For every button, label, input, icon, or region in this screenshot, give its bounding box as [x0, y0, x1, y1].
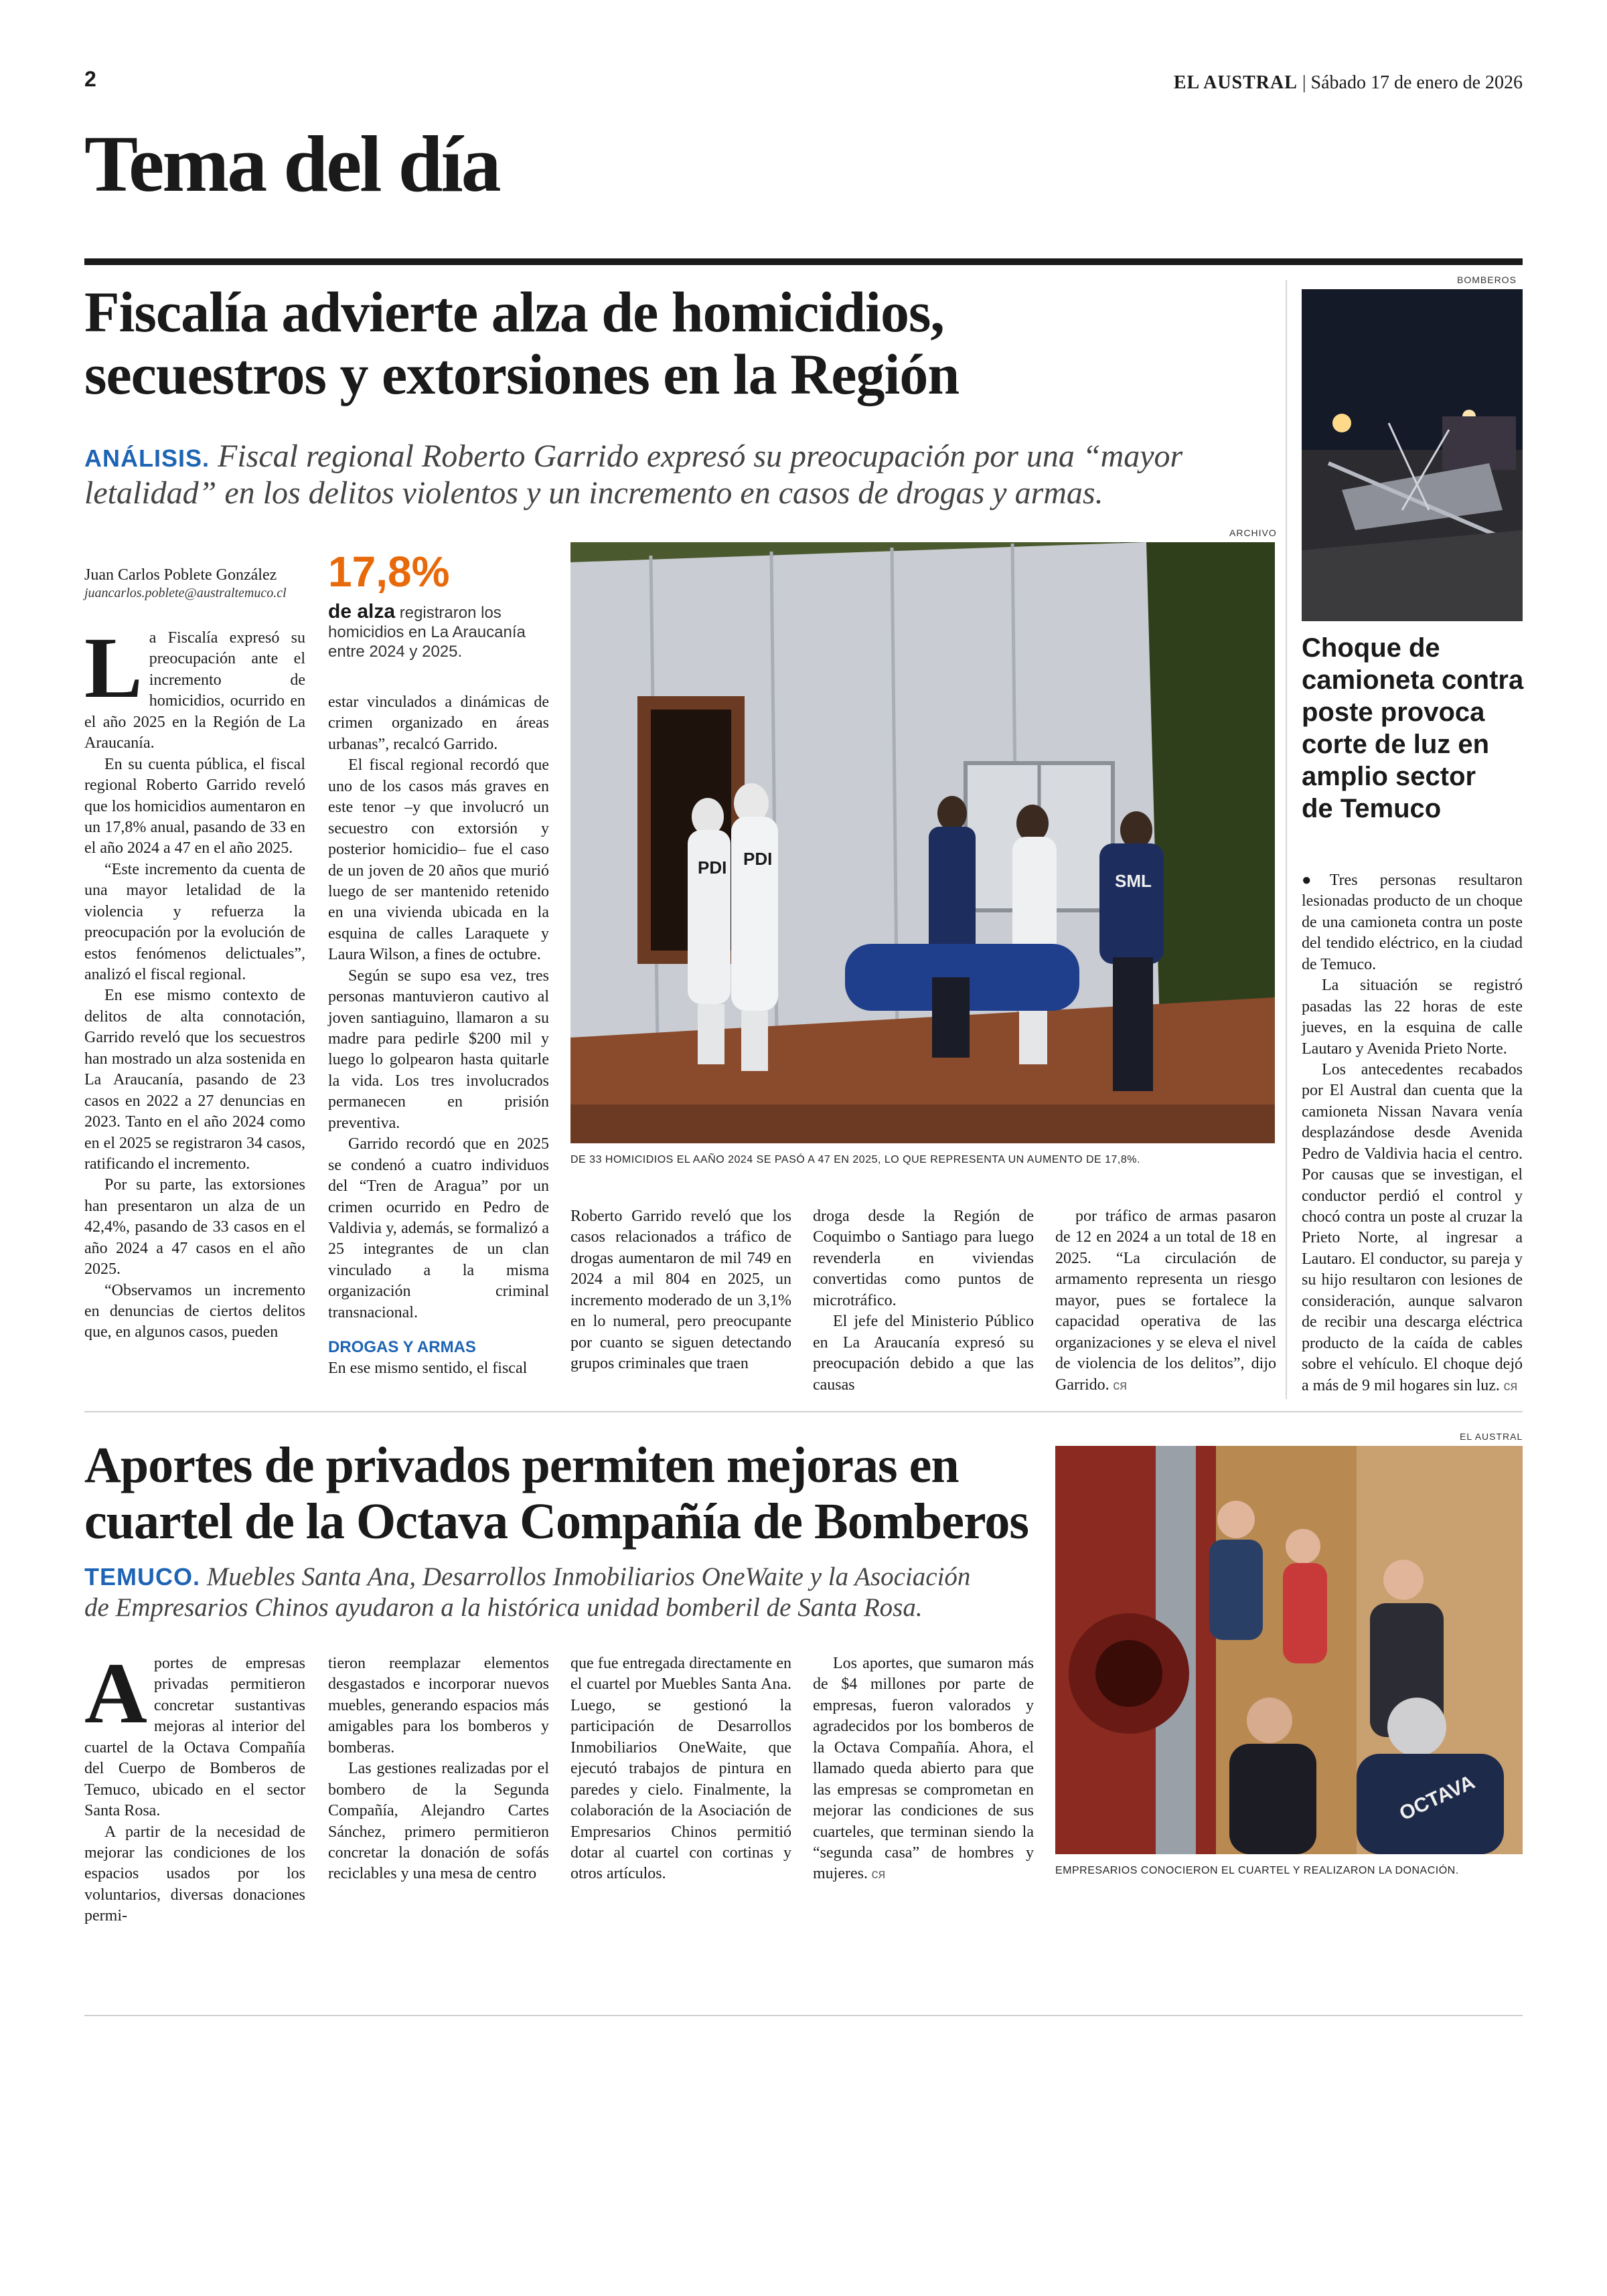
main-dropcap: L [84, 620, 143, 716]
side-paragraph-3 [1302, 1060, 1523, 1396]
main-col4-p2: El jefe del Ministerio Público en La Araucanía expresó su preocupación debido a que las causas [813, 1313, 1034, 1394]
main-col2-p5: En ese mismo sentido, el fiscal [328, 1360, 528, 1378]
main-col2-p1: estar vinculados a dinámicas de crimen organizado en áreas urbanas”, recalcó Garrido. [328, 693, 549, 753]
car-crash-illustration [1302, 289, 1523, 621]
second-dropcap: A [84, 1645, 147, 1742]
second-col2-p1: tieron reemplazar elementos desgastados e incorporar nuevos muebles, generando espacios más amigables para los bomberos y bomberas. [328, 1655, 549, 1756]
pdi-label-2: PDI [743, 849, 773, 869]
second-deck-line-2: de Empresarios Chinos ayudaron a la histórica unidad bomberil de Santa Rosa. [84, 1593, 923, 1623]
main-deck [84, 438, 1182, 511]
side-paragraph-1: ●Tres personas resultaron lesionadas producto de un choque de una camioneta contra un poste del tendido eléctrico, en la ciudad de Temuco. [1302, 872, 1523, 973]
main-photo-credit: ARCHIVO [1229, 527, 1277, 538]
second-col2-p2: Las gestiones realizadas por el bombero de la Segunda Compañía, Alejandro Cartes Sánchez, primero permitieron concretar la donación de sofás reciclables y una mesa de centro [328, 1760, 549, 1883]
sidebar-divider [1286, 280, 1287, 1399]
second-kicker: TEMUCO. [84, 1563, 200, 1590]
main-column-1 [84, 620, 305, 1343]
main-headline-line-1: Fiscalía advierte alza de homicidios, [84, 280, 944, 344]
main-column-2 [328, 692, 549, 1380]
side-end-mark-icon: ᴄᴙ [1499, 1378, 1518, 1394]
story-divider [84, 1411, 1523, 1412]
side-headline-line-4: corte de luz en [1302, 730, 1490, 759]
main-paragraph [84, 620, 305, 754]
second-deck-line-1 [84, 1562, 970, 1592]
side-column [1302, 870, 1523, 1396]
second-col1-p1: portes de empresas privadas permitieron concretar sustantivas mejoras al interior del cuartel de la Octava Compañía del Cuerpo de Bomberos de Temuco, ubicado en el sector Santa Rosa. [84, 1655, 305, 1820]
byline [84, 566, 305, 601]
end-mark-icon: ᴄᴙ [1109, 1378, 1128, 1393]
drogas-subhead: DROGAS Y ARMAS [328, 1338, 476, 1357]
second-col4-p1 [813, 1653, 1034, 1885]
side-headline-line-6: de Temuco [1302, 794, 1442, 823]
second-deck [84, 1562, 970, 1623]
second-end-mark-icon: ᴄᴙ [867, 1867, 886, 1882]
byline-email: juancarlos.poblete@australtemuco.cl [84, 586, 287, 600]
jacket-label: OCTAVA [1396, 1771, 1478, 1825]
main-kicker: ANÁLISIS. [84, 444, 210, 472]
crime-scene-illustration [570, 542, 1275, 1143]
second-column-1 [84, 1645, 305, 1927]
main-col2-p3: Según se supo esa vez, tres personas mantuvieron cautivo al joven santiaguino, llamaron a su madre para pedirle $200 mil y luego lo golpearon hasta quitarle la vida. Los tres involucrados permanecen en prisión preventiva. [328, 967, 549, 1132]
side-headline-line-1: Choque de [1302, 633, 1440, 663]
main-col1-p4: En ese mismo contexto de delitos de alta connotación, Garrido reveló que los secuestros han mostrado un alza sostenida en La Araucanía, pasando de 23 casos en 2022 a 27 denuncias en 2023. Tanto en el año 2024 como en el 2025 se registraron 34 casos, ratificando el incremento. [84, 987, 305, 1173]
main-col1-p2: En su cuenta pública, el fiscal regional Roberto Garrido reveló que los homicidios aumentaron en un 17,8% anual, pasando de 33 en el año 2024 a 47 en el año 2025. [84, 755, 305, 857]
fire-station-illustration [1055, 1446, 1523, 1854]
second-column-4 [813, 1653, 1034, 1885]
main-deck-text-1: Fiscal regional Roberto Garrido expresó su preocupación por una “mayor [210, 438, 1183, 474]
stat-description [328, 600, 549, 661]
main-col1-p6: “Observamos un incremento en denuncias de ciertos delitos que, en algunos casos, pueden [84, 1281, 305, 1341]
stat-bold: de alza [328, 600, 396, 623]
second-column-3 [570, 1653, 791, 1885]
second-headline-line-1: Aportes de privados permiten mejoras en [84, 1437, 959, 1493]
second-col4-text: Los aportes, que sumaron más de $4 millones por parte de empresas, fueron valorados y agradecidos por los bomberos de la Octava Compañía. Ahora, el llamado queda abierto para que las empresas se comprometan en mejorar las condiciones de sus cuarteles, que terminan siendo la “segunda casa” de hombres y mujeres. [813, 1655, 1034, 1883]
second-col1-p2: A partir de la necesidad de mejorar las condiciones de los espacios usados por los voluntarios, diversas donaciones permi- [84, 1823, 305, 1925]
main-col2-p4: Garrido recordó que en 2025 se condenó a cuatro individuos del “Tren de Aragua” por un crimen ocurrido en Pedro de Valdivia y, además, se formalizó a 25 integrantes de un clan vinculado a la misma organización criminal transnacional. [328, 1135, 549, 1321]
side-headline-line-5: amplio sector [1302, 762, 1476, 791]
second-col3-p1: que fue entregada directamente en el cuartel por Muebles Santa Ana. Luego, se gestionó la participación de Desarrollos Inmobiliarios OneWaite, que ejecutó trabajos de pintura en paredes y cielo. Finalmente, la colaboración de la Asociación de Empresarios Chinos permitió dotar al cuartel con cortinas y otros artículos. [570, 1655, 791, 1883]
main-col5-p1 [1055, 1206, 1276, 1396]
second-column-2 [328, 1653, 549, 1885]
main-col1-p3: “Este incremento da cuenta de una mayor letalidad de la violencia y refuerza la preocupación por la evolución de estos fenómenos delictuales”, analizó el fiscal regional. [84, 860, 305, 983]
side-paragraph-2: La situación se registró pasadas las 22 horas de este jueves, en la esquina de calle Lautaro y Avenida Prieto Norte. [1302, 977, 1523, 1058]
main-column-5 [1055, 1206, 1276, 1396]
bottom-divider [84, 2015, 1523, 2016]
second-deck-text-1: Muebles Santa Ana, Desarrollos Inmobiliarios OneWaite y la Asociación [200, 1562, 971, 1591]
stat-callout [328, 550, 549, 661]
paper-name: EL AUSTRAL [1173, 72, 1298, 93]
masthead-dateline [1174, 72, 1523, 94]
sml-label: SML [1115, 871, 1152, 891]
main-photo-caption: DE 33 HOMICIDIOS EL AAÑO 2024 SE PASÓ A 47 EN 2025, LO QUE REPRESENTA UN AUMENTO DE 17,8%. [570, 1154, 1140, 1165]
stat-number: 17,8% [328, 548, 450, 596]
main-headline [84, 281, 1276, 406]
stat-text: registraron los homicidios en La Araucanía entre 2024 y 2025. [328, 604, 526, 661]
main-headline-line-2: secuestros y extorsiones en la Región [84, 341, 960, 406]
second-headline-line-2: cuartel de la Octava Compañía de Bomberos [84, 1493, 1028, 1550]
byline-name: Juan Carlos Poblete González [84, 566, 277, 584]
section-title: Tema del día [84, 119, 500, 208]
main-deck-line-1 [84, 438, 1182, 475]
second-paragraph [84, 1645, 305, 1822]
main-col3-p1: Roberto Garrido reveló que los casos relacionados a tráfico de drogas aumentaron de mil 749 en 2024 a mil 804 en 2025, un incremento moderado de un 3,1% en lo numeral, pero preocupante por cuanto se siguen detectando grupos criminales que traen [570, 1208, 791, 1373]
side-paragraph-3-text: Los antecedentes recabados por El Austral dan cuenta que la camioneta Nissan Navara venía desplazándose desde Avenida Pedro de Valdivia hacia el centro. Por causas que se investigan, el conductor perdió el control y chocó contra un poste al cruzar la Prieto Norte, al ingresar a Lautaro. El conductor, su pareja y su hijo resultaron con lesiones de consideración, aunque salvaron de recibir una descarga eléctrica producto de la caída de cables sobre el vehículo. El choque dejó a más de 9 mil hogares sin luz. [1302, 1060, 1523, 1394]
main-col1-p5: Por su parte, las extorsiones han presentaron un alza de un 42,4%, pasando de 33 casos en el año 2024 a 47 casos en el año 2025. [84, 1176, 305, 1279]
section-rule [84, 258, 1523, 265]
main-column-3 [570, 1206, 791, 1375]
side-photo-credit: BOMBEROS [1457, 274, 1517, 285]
side-headline-line-2: camioneta contra [1302, 665, 1524, 695]
second-photo-credit: EL AUSTRAL [1460, 1431, 1523, 1442]
side-headline [1302, 632, 1523, 825]
main-col5-text: por tráfico de armas pasaron de 12 en 2024 a un total de 18 en 2025. “La circulación de armamento representa un riesgo mayor, pues se fortalece la capacidad operativa de las organizaciones y se eleva el nivel de violencia de los delitos”, dijo Garrido. [1055, 1208, 1276, 1394]
side-headline-line-3: poste provoca [1302, 698, 1485, 727]
page-number: 2 [84, 67, 96, 91]
main-col2-p2: El fiscal regional recordó que uno de los casos más graves en este tenor –y que involucró un secuestro con extorsión y posterior homicidio– fue el caso de un joven de 20 años que murió luego de ser mantenido retenido en una vivienda ubicada en la esquina de calles Laraquete y Laura Wilson, a fines de octubre. [328, 756, 549, 964]
main-photo [570, 542, 1275, 1143]
main-col4-p1: droga desde la Región de Coquimbo o Santiago para luego revenderla en viviendas convertidas como puntos de microtráfico. [813, 1208, 1034, 1309]
second-photo-caption: EMPRESARIOS CONOCIERON EL CUARTEL Y REALIZARON LA DONACIÓN. [1055, 1865, 1459, 1876]
side-photo [1302, 289, 1523, 621]
pdi-label-1: PDI [698, 857, 727, 878]
main-deck-line-2: letalidad” en los delitos violentos y un incremento en casos de drogas y armas. [84, 475, 1103, 511]
main-column-4 [813, 1206, 1034, 1396]
main-col1-p1: a Fiscalía expresó su preocupación ante el incremento de homicidios, ocurrido en el año 2025 en la Región de La Araucanía. [84, 629, 305, 752]
issue-date: Sábado 17 de enero de 2026 [1310, 72, 1523, 93]
masthead-separator: | [1297, 72, 1311, 93]
second-photo [1055, 1446, 1523, 1854]
